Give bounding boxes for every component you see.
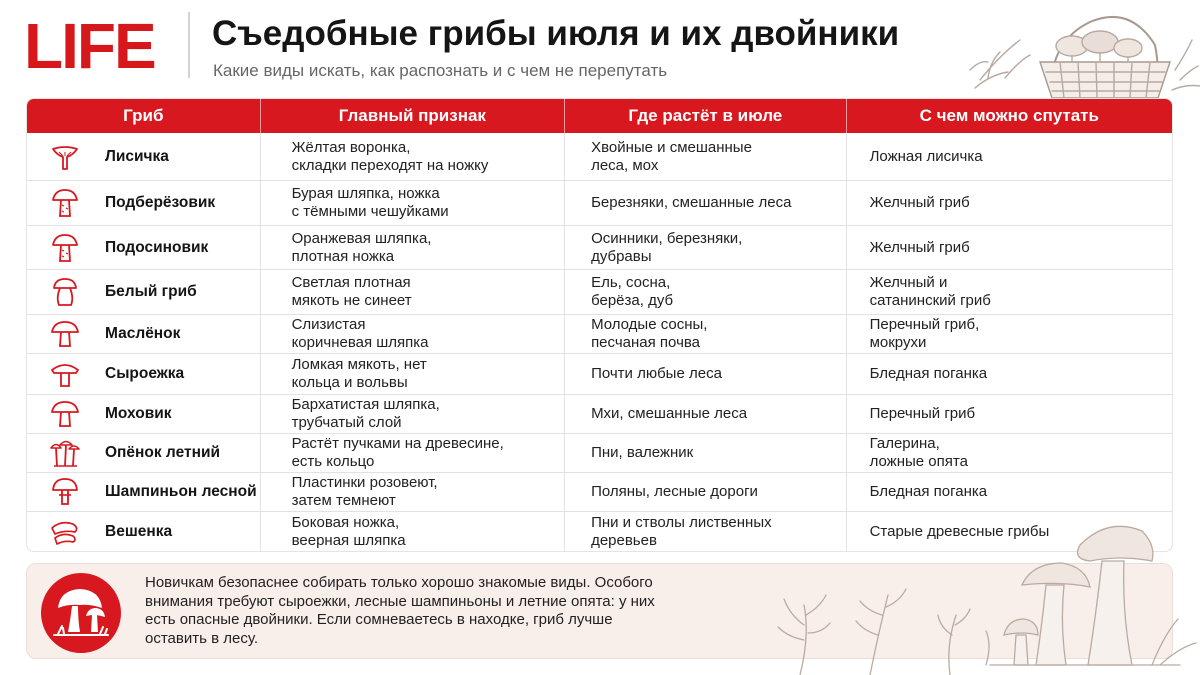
note-line: оставить в лесу. — [145, 629, 258, 647]
mushroom-cell — [27, 315, 261, 353]
table-row — [27, 133, 1172, 180]
mushroom-name: Подосиновик — [105, 238, 209, 256]
habitat-text: Пни и стволы лиственных — [591, 514, 772, 531]
lookalike-text: Ложная лисичка — [869, 147, 983, 165]
feature-text: веерная шляпка — [291, 532, 406, 549]
note-line: есть опасные двойники. Если сомневаетесь в находке, гриб лучше — [145, 611, 613, 629]
lookalike-text: Бледная поганка — [869, 365, 988, 382]
mushroom-cell — [27, 354, 261, 394]
header-divider — [188, 12, 190, 78]
safety-note — [26, 563, 1173, 659]
feature-cell — [261, 354, 565, 394]
feature-text: с тёмными чешуйками — [291, 203, 449, 220]
column-header-mushroom: Гриб — [27, 99, 261, 133]
mushroom-cell — [27, 473, 261, 511]
feature-cell — [261, 226, 565, 269]
lookalike-cell — [847, 354, 1172, 394]
mushroom-name: Сыроежка — [105, 365, 185, 382]
column-header-feature: Главный признак — [261, 99, 565, 133]
habitat-text: Ель, сосна, — [591, 274, 671, 291]
feature-cell — [261, 434, 565, 472]
habitat-text: Осинники, березняки, — [591, 229, 743, 247]
table-row — [27, 269, 1172, 314]
mushroom-name: Белый гриб — [105, 283, 197, 300]
lookalike-cell — [847, 434, 1172, 472]
boletus-icon — [43, 187, 87, 219]
habitat-cell — [565, 354, 847, 394]
mushroom-cell — [27, 226, 261, 269]
feature-text: Жёлтая воронка, — [291, 138, 411, 156]
mushroom-name: Вешенка — [105, 523, 173, 540]
habitat-cell — [565, 434, 847, 472]
mushroom-name: Подберёзовик — [105, 194, 216, 211]
table-row — [27, 433, 1172, 472]
table-header — [27, 99, 1172, 133]
mushroom-cell — [27, 133, 261, 180]
lookalike-text: Желчный и — [869, 274, 948, 291]
habitat-cell — [565, 512, 847, 552]
mushroom-badge-icon — [41, 573, 121, 653]
feature-cell — [261, 395, 565, 433]
champignon-icon — [43, 476, 87, 508]
note-line: внимания требуют сыроежки, лесные шампиньоны и летние опята: у них — [145, 592, 655, 610]
feature-text: Слизистая — [291, 316, 366, 333]
note-line: Новичкам безопаснее собирать только хорошо знакомые виды. Особого — [145, 574, 653, 591]
habitat-text: Почти любые леса — [591, 365, 722, 382]
feature-text: плотная ножка — [291, 247, 395, 265]
habitat-cell — [565, 473, 847, 511]
feature-text: мякоть не синеет — [291, 292, 412, 309]
habitat-cell — [565, 315, 847, 353]
feature-cell — [261, 315, 565, 353]
page-title: Съедобные грибы июля и их двойники — [212, 14, 900, 53]
column-header-where: Где растёт в июле — [565, 99, 847, 133]
lookalike-cell — [847, 181, 1172, 225]
mushroom-name: Моховик — [105, 405, 172, 422]
habitat-text: дубравы — [591, 247, 652, 265]
lookalike-text: Желчный гриб — [869, 238, 970, 256]
mushroom-icon — [43, 398, 87, 430]
habitat-text: Мхи, смешанные леса — [591, 405, 748, 422]
feature-text: Растёт пучками на древесине, — [291, 435, 504, 452]
feature-cell — [261, 133, 565, 180]
porcini-icon — [43, 276, 87, 308]
mushroom-name: Опёнок летний — [105, 444, 221, 461]
mushroom-cell — [27, 270, 261, 314]
table-row — [27, 353, 1172, 394]
lookalike-cell — [847, 395, 1172, 433]
lookalike-cell — [847, 315, 1172, 353]
lookalike-text: мокрухи — [869, 334, 927, 351]
boletus-icon — [43, 232, 87, 264]
life-logo: LIFE — [24, 10, 155, 82]
feature-cell — [261, 512, 565, 552]
feature-text: Пластинки розовеют, — [291, 474, 438, 491]
feature-text: Светлая плотная — [291, 274, 411, 291]
habitat-cell — [565, 181, 847, 225]
feature-cell — [261, 270, 565, 314]
habitat-text: Молодые сосны, — [591, 316, 708, 333]
lookalike-cell — [847, 226, 1172, 269]
habitat-cell — [565, 133, 847, 180]
lookalike-text: Старые древесные грибы — [869, 523, 1050, 540]
habitat-text: деревьев — [591, 532, 657, 549]
mushroom-name: Лисичка — [105, 147, 169, 165]
habitat-text: берёза, дуб — [591, 292, 674, 309]
lookalike-text: ложные опята — [869, 453, 968, 470]
habitat-cell — [565, 395, 847, 433]
mushroom-cell — [27, 395, 261, 433]
feature-text: Боковая ножка, — [291, 514, 400, 531]
lookalike-cell — [847, 473, 1172, 511]
table-row — [27, 511, 1172, 552]
feature-text: Оранжевая шляпка, — [291, 229, 432, 247]
feature-text: затем темнеют — [291, 492, 396, 509]
table-row — [27, 472, 1172, 511]
feature-text: Бархатистая шляпка, — [291, 396, 440, 413]
feature-cell — [261, 181, 565, 225]
feature-text: коричневая шляпка — [291, 334, 429, 351]
lookalike-cell — [847, 270, 1172, 314]
russula-icon — [43, 358, 87, 390]
feature-cell — [261, 473, 565, 511]
lookalike-text: Галерина, — [869, 435, 940, 452]
table-row — [27, 394, 1172, 433]
chanterelle-icon — [43, 141, 87, 173]
habitat-cell — [565, 270, 847, 314]
mushroom-cell — [27, 434, 261, 472]
oyster-mushroom-icon — [43, 516, 87, 548]
habitat-cell — [565, 226, 847, 269]
lookalike-text: Желчный гриб — [869, 194, 970, 211]
page-subtitle: Какие виды искать, как распознать и с чем не перепутать — [213, 61, 668, 80]
mushroom-table — [26, 98, 1173, 552]
feature-text: Бурая шляпка, ножка — [291, 185, 440, 202]
mushroom-cell — [27, 512, 261, 552]
feature-text: кольца и вольвы — [291, 374, 408, 391]
feature-text: есть кольцо — [291, 453, 375, 470]
mushroom-basket-illustration — [960, 0, 1200, 100]
mushroom-icon — [43, 318, 87, 350]
table-row — [27, 225, 1172, 269]
habitat-text: леса, мох — [591, 156, 659, 174]
lookalike-cell — [847, 512, 1172, 552]
habitat-text: Пни, валежник — [591, 444, 694, 461]
mushroom-cell — [27, 181, 261, 225]
column-header-confused: С чем можно спутать — [919, 106, 1099, 125]
table-row — [27, 314, 1172, 353]
habitat-text: песчаная почва — [591, 334, 701, 351]
mushroom-name: Маслёнок — [105, 325, 181, 342]
lookalike-text: Бледная поганка — [869, 483, 988, 500]
lookalike-cell — [847, 133, 1172, 180]
feature-text: трубчатый слой — [291, 414, 402, 431]
feature-text: Ломкая мякоть, нет — [291, 356, 427, 373]
habitat-text: Хвойные и смешанные — [591, 138, 752, 156]
mushroom-name: Шампиньон лесной — [105, 483, 257, 500]
honey-fungus-icon — [43, 437, 87, 469]
habitat-text: Поляны, лесные дороги — [591, 483, 758, 500]
table-body — [27, 133, 1172, 552]
lookalike-text: сатанинский гриб — [869, 292, 991, 309]
table-row — [27, 180, 1172, 225]
lookalike-text: Перечный гриб, — [869, 316, 980, 333]
lookalike-text: Перечный гриб — [869, 405, 976, 422]
habitat-text: Березняки, смешанные леса — [591, 194, 792, 211]
feature-text: складки переходят на ножку — [291, 156, 489, 174]
note-text — [145, 574, 735, 648]
